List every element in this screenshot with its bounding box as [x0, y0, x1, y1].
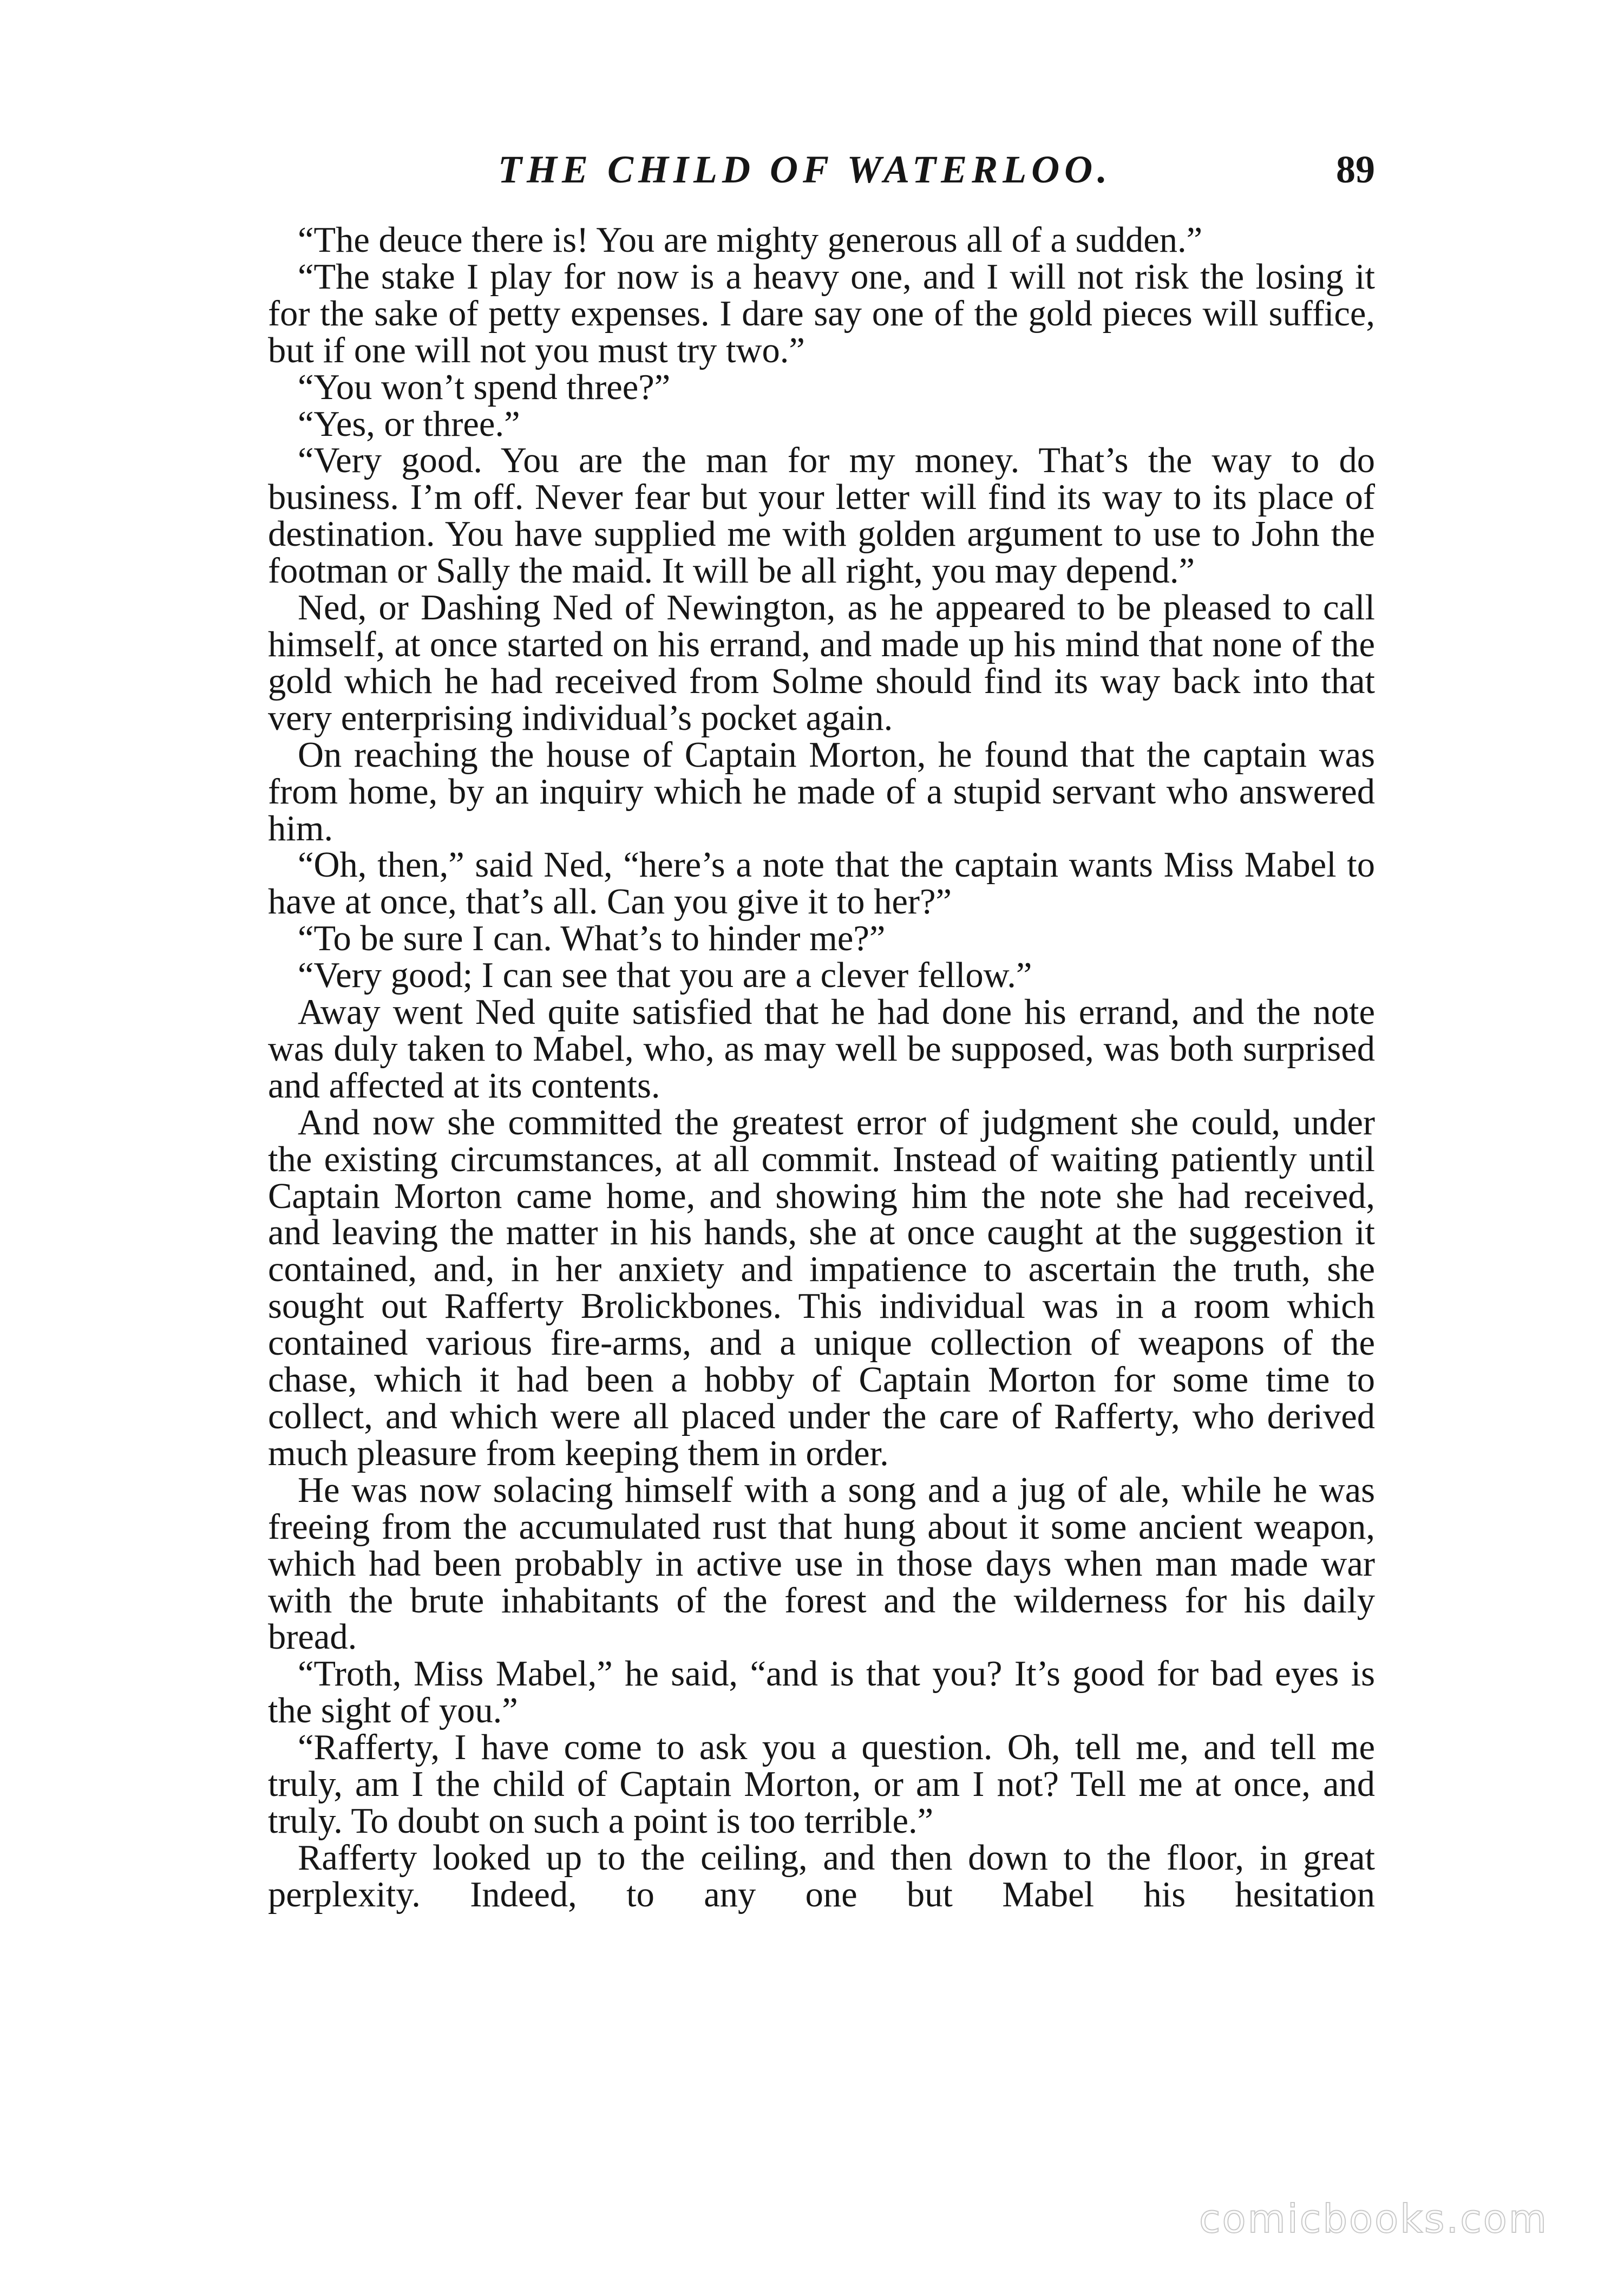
body-text [268, 222, 1375, 1913]
paragraph: Ned, or Dashing Ned of Newington, as he appeared to be pleased to call himself, at once started on his errand, and made up his mind that none of the gold which he had received from Solme should find its way back into that very enterprising individual’s pocket again. [268, 588, 1375, 738]
paragraph: “Very good; I can see that you are a clever fellow.” [298, 956, 1032, 996]
paragraph: “The deuce there is! You are mighty generous all of a sudden.” [298, 220, 1203, 260]
paragraph: “Oh, then,” said Ned, “here’s a note that the captain wants Miss Mabel to have at once, that’s all. Can you give it to her?” [268, 845, 1375, 922]
running-header [271, 145, 1386, 194]
paragraph: On reaching the house of Captain Morton, he found that the captain was from home, by an inquiry which he made of a stupid servant who answered him. [268, 735, 1375, 848]
paragraph: “The stake I play for now is a heavy one, and I will not risk the losing it for the sake of petty expenses. I dare say one of the gold pieces will suffice, but if one will not you must try two.” [268, 257, 1375, 370]
paragraph: Rafferty looked up to the ceiling, and then down to the floor, in great perplexity. Indeed, to any one but Mabel his hesitation [268, 1838, 1375, 1914]
paragraph: “To be sure I can. What’s to hinder me?” [298, 919, 886, 959]
paragraph: “You won’t spend three?” [298, 367, 671, 407]
running-title: THE CHILD OF WATERLOO. [498, 148, 1112, 191]
watermark: comicbooks.com [1199, 2196, 1548, 2242]
paragraph: Away went Ned quite satisfied that he had done his errand, and the note was duly taken to Mabel, who, as may well be supposed, was both surprised and affected at its contents. [268, 992, 1375, 1106]
paragraph: “Yes, or three.” [298, 404, 520, 444]
page-number: 89 [1336, 148, 1375, 191]
paragraph: “Very good. You are the man for my money. That’s the way to do business. I’m off. Never fear but your letter will find its way to its place of destination. You have supplied me with golden argument to use to John the footman or Sally the maid. It will be all right, you may depend.” [268, 441, 1375, 591]
paragraph: “Troth, Miss Mabel,” he said, “and is that you? It’s good for bad eyes is the sight of you.” [268, 1654, 1375, 1731]
paragraph: “Rafferty, I have come to ask you a question. Oh, tell me, and tell me truly, am I the child of Captain Morton, or am I not? Tell me at once, and truly. To doubt on such a point is too terrible.” [268, 1728, 1375, 1841]
paragraph: He was now solacing himself with a song and a jug of ale, while he was freeing from the accumulated rust that hung about it some ancient weapon, which had been probably in active use in those days when man made war with the brute inhabitants of the forest and the wilderness for his daily bread. [268, 1470, 1375, 1657]
paragraph: And now she committed the greatest error of judgment she could, under the existing circumstances, at all commit. Instead of waiting patiently until Captain Morton came home, and showing him the note she had received, and leaving the matter in his hands, she at once caught at the suggestion it contained, and, in her anxiety and impatience to ascertain the truth, she sought out Rafferty Brolickbones. This individual was in a room which contained various fire-arms, and a unique collection of weapons of the chase, which it had been a hobby of Captain Morton for some time to collect, and which were all placed under the care of Rafferty, who derived much pleasure from keeping them in order. [268, 1102, 1375, 1473]
